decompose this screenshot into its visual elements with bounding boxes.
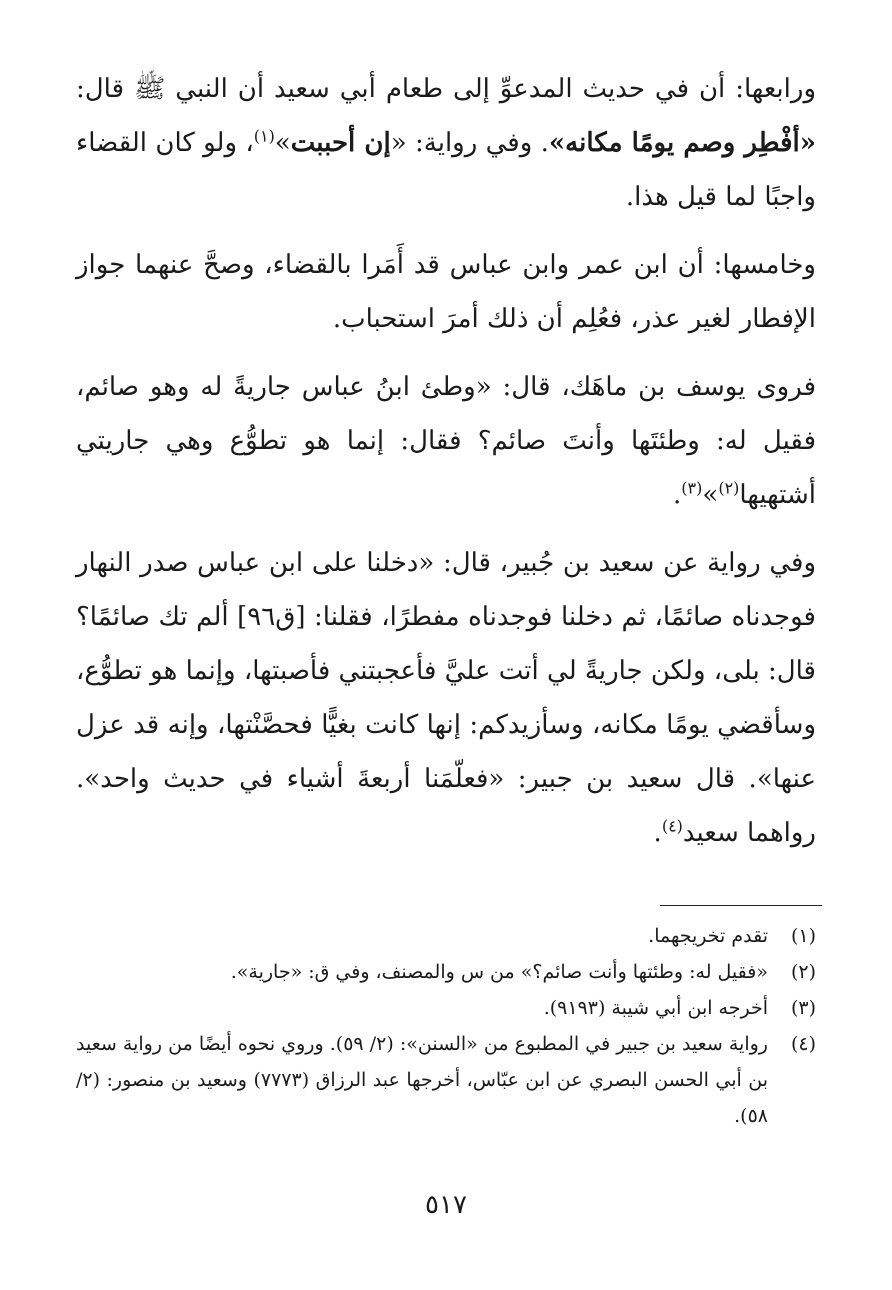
text-segment: .	[673, 480, 682, 510]
text-segment: وخامسها: أن ابن عمر وابن عباس قد أَمَرا بالقضاء، وصحَّ عنهما جواز الإفطار لغير عذر، فعُلِم أن ذلك أمرَ استحباب.	[76, 250, 816, 334]
body-text	[76, 62, 816, 860]
page-number: ٥١٧	[425, 1190, 467, 1220]
footnote-item	[76, 1026, 816, 1134]
text-segment: ورابعها: أن في حديث المدعوِّ إلى طعام أبي سعيد أن النبي ﷺ قال:	[76, 74, 816, 104]
text-segment: فروى يوسف بن ماهَك، قال: «وطئ ابنُ عباس جاريةً له وهو صائم، فقيل له: وطئتَها وأنتَ صائم؟ فقال: إنما هو تطوُّع وهي جاريتي أشتهيها	[76, 372, 816, 510]
bold-quote: «أفْطِر وصم يومًا مكانه»	[548, 128, 816, 158]
footnote-text: تقدم تخريجهما.	[648, 925, 768, 947]
footnote-number: (١)	[790, 925, 816, 947]
footnote-ref: (٢)	[718, 478, 740, 498]
paragraph	[76, 62, 816, 224]
footnote-separator	[660, 905, 822, 906]
bold-quote: إن أحببت	[290, 128, 391, 158]
footnote-ref: (٣)	[681, 478, 703, 498]
footnote-text: رواية سعيد بن جبير في المطبوع من «السنن»: (٢/ ٥٩). وروي نحوه أيضًا من رواية سعيد بن أبي الحسن البصري عن ابن عبّاس، أخرجها عبد الرزاق (٧٧٧٣) وسعيد بن منصور: (٢/ ٥٨).	[76, 1033, 768, 1127]
text-segment: »	[274, 128, 291, 158]
footnote-item	[76, 918, 816, 954]
text-segment: .	[653, 818, 662, 848]
footnote-number: (٣)	[790, 997, 816, 1019]
footnote-ref: (١)	[253, 126, 275, 146]
text-segment: . وفي رواية: «	[390, 128, 549, 158]
footnote-number: (٢)	[790, 961, 816, 983]
footnote-number: (٤)	[790, 1033, 816, 1055]
footnote-ref: (٤)	[661, 816, 683, 836]
text-segment: وفي رواية عن سعيد بن جُبير، قال: «دخلنا على ابن عباس صدر النهار فوجدناه صائمًا، ثم دخلنا فوجدناه مفطرًا، فقلنا: [ق٩٦] ألم تك صائمًا؟ قال: بلى، ولكن جاريةً لي أتت عليَّ فأعجبتني فأصبتها، وإنما هو تطوُّع، وسأقضي يومًا مكانه، وسأزيدكم: إنها كانت بغيًّا فحصَّنْتها، وإنه قد عزل عنها». قال سعيد بن جبير: «فعلّمَنا أربعةَ أشياء في حديث واحد». رواهما سعيد	[76, 548, 816, 848]
paragraph	[76, 360, 816, 522]
footnote-item	[76, 954, 816, 990]
footnote-text: «فقيل له: وطئتها وأنت صائم؟» من س والمصنف، وفي ق: «جارية».	[230, 961, 768, 983]
footnote-item	[76, 990, 816, 1026]
footnotes	[76, 918, 816, 1134]
footnote-text: أخرجه ابن أبي شيبة (٩١٩٣).	[543, 997, 768, 1019]
paragraph	[76, 238, 816, 346]
text-segment: ، ولو كان القضاء واجبًا لما قيل هذا.	[76, 128, 816, 212]
paragraph	[76, 536, 816, 860]
text-segment: »	[702, 480, 719, 510]
